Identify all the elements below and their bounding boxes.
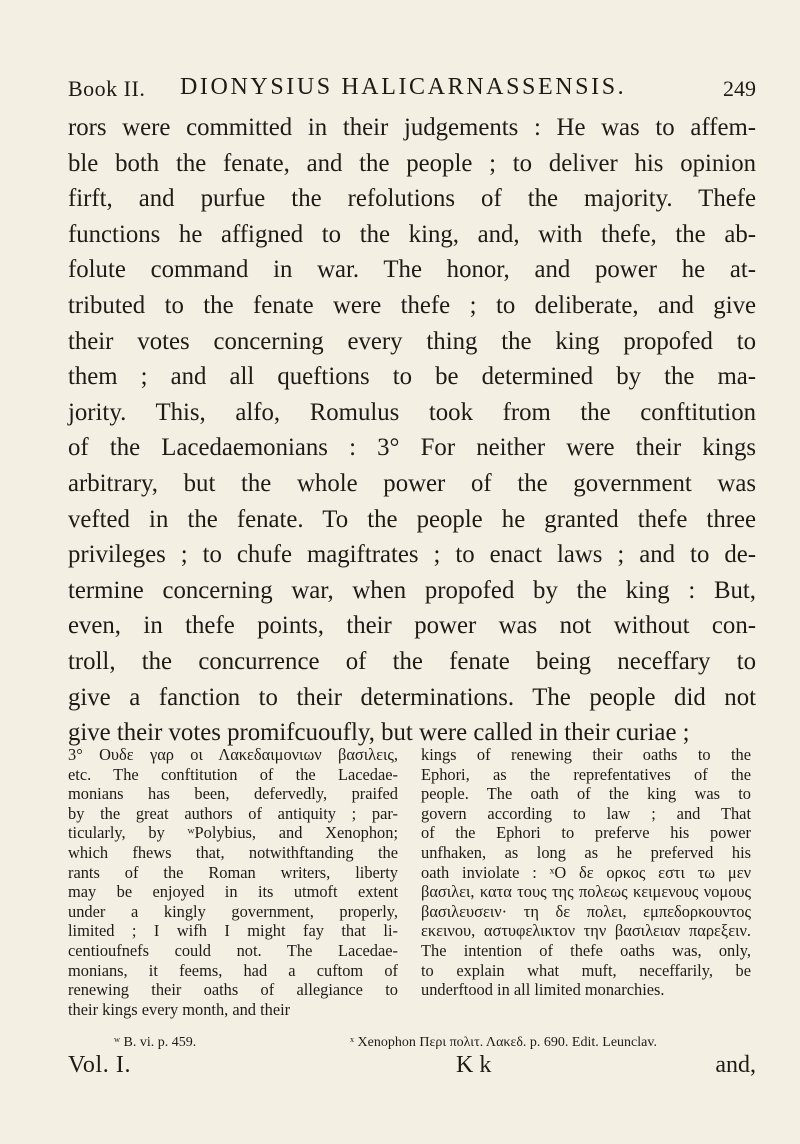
body-line: folute command in war. The honor, and power he at- <box>68 256 756 284</box>
body-line: termine concerning war, when propofed by the king : But, <box>68 576 756 604</box>
body-line: tributed to the fenate were thefe ; to deliberate, and give <box>68 291 756 319</box>
page-footer <box>68 1052 756 1082</box>
reference-polybius: ʷ B. vi. p. 459. <box>114 1035 197 1050</box>
footnote-line: which fhews that, notwithftanding the <box>68 842 398 862</box>
footnote-line: βασιλει, κατα τους της πολεως κειμενους νομους <box>421 882 751 902</box>
body-line: give their votes promifcuoufly, but were called in their curiae ; <box>68 719 690 747</box>
body-line: even, in thefe points, their power was not without con- <box>68 612 756 640</box>
footnote-line: centioufnefs could not. The Lacedae- <box>68 940 398 960</box>
footnote-line: people. The oath of the king was to <box>421 784 751 804</box>
footnote-line: their kings every month, and their <box>68 999 291 1019</box>
body-line: functions he affigned to the king, and, with thefe, the ab- <box>68 220 756 248</box>
body-line: give a fanction to their determinations. The people did not <box>68 683 756 711</box>
main-text <box>68 110 756 751</box>
footnote-line: The intention of thefe oaths was, only, <box>421 940 751 960</box>
body-line: their votes concerning every thing the king propofed to <box>68 327 756 355</box>
body-line: rors were committed in their judgements : He was to affem- <box>68 114 756 141</box>
body-line: firft, and purfue the refolutions of the majority. Thefe <box>68 185 756 213</box>
footnote-line: kings of renewing their oaths to the <box>421 745 751 764</box>
reference-xenophon: ˣ Xenophon Περι πολιτ. Λακεδ. p. 690. Edit. Leunclav. <box>350 1035 657 1050</box>
footnote-line: of the Ephori to preferve his power <box>421 823 751 843</box>
volume-label: Vol. I. <box>68 1052 132 1078</box>
footnote-line: βασιλευσειν· τη δε πολει, εμπεδορκουντος <box>421 901 751 921</box>
footnote-column-right <box>421 745 751 1000</box>
body-line: privileges ; to chufe magiftrates ; to enact laws ; and to de- <box>68 541 756 569</box>
footnote-line: 3° Ουδε γαρ οι Λακεδαιμονιων βασιλεις, <box>68 745 398 764</box>
page-number: 249 <box>723 76 756 101</box>
footnote-line: monians has been, defervedly, praifed <box>68 784 398 804</box>
body-line: of the Lacedaemonians : 3° For neither were their kings <box>68 434 756 462</box>
body-line: vefted in the fenate. To the people he granted thefe three <box>68 505 756 533</box>
footnote-line: monians, it feems, had a cuftom of <box>68 960 398 980</box>
footnote-line: renewing their oaths of allegiance to <box>68 980 398 1000</box>
book-label: Book II. <box>68 76 146 101</box>
footnote-line: by the great authors of antiquity ; par- <box>68 803 398 823</box>
footnote-line: εκεινου, αστυφελικτον την βασιλειαν παρεξειν. <box>421 921 751 941</box>
catchword: and, <box>715 1052 756 1078</box>
running-header <box>68 70 756 104</box>
footnote-line: rants of the Roman writers, liberty <box>68 862 398 882</box>
running-title: DIONYSIUS HALICARNASSENSIS. <box>180 74 627 100</box>
signature-mark: K k <box>456 1052 492 1078</box>
footnote-line: underftood in all limited monarchies. <box>421 980 665 1000</box>
body-line: jority. This, alfo, Romulus took from the conftitution <box>68 398 756 426</box>
body-line: them ; and all queftions to be determined by the ma- <box>68 363 756 391</box>
footnote-line: to explain what muft, neceffarily, be <box>421 960 751 980</box>
footnote-column-left <box>68 745 398 1019</box>
body-line: troll, the concurrence of the fenate being neceffary to <box>68 647 756 675</box>
body-line: ble both the fenate, and the people ; to deliver his opinion <box>68 149 756 177</box>
footnote-line: limited ; I wifh I might fay that li- <box>68 921 398 941</box>
footnote-line: govern according to law ; and That <box>421 803 751 823</box>
body-line: arbitrary, but the whole power of the government was <box>68 469 756 497</box>
footnote-line: etc. The conftitution of the Lacedae- <box>68 764 398 784</box>
footnotes <box>68 745 756 1041</box>
footnote-line: under a kingly government, properly, <box>68 901 398 921</box>
footnote-line: may be enjoyed in its utmoft extent <box>68 882 398 902</box>
footnote-line: ticularly, by ʷPolybius, and Xenophon; <box>68 823 398 843</box>
footnote-line: unfhaken, as long as he preferved his <box>421 842 751 862</box>
footnote-line: oath inviolate : ˣΟ δε ορκος εστι τω μεν <box>421 862 751 882</box>
footnote-line: Ephori, as the reprefentatives of the <box>421 764 751 784</box>
